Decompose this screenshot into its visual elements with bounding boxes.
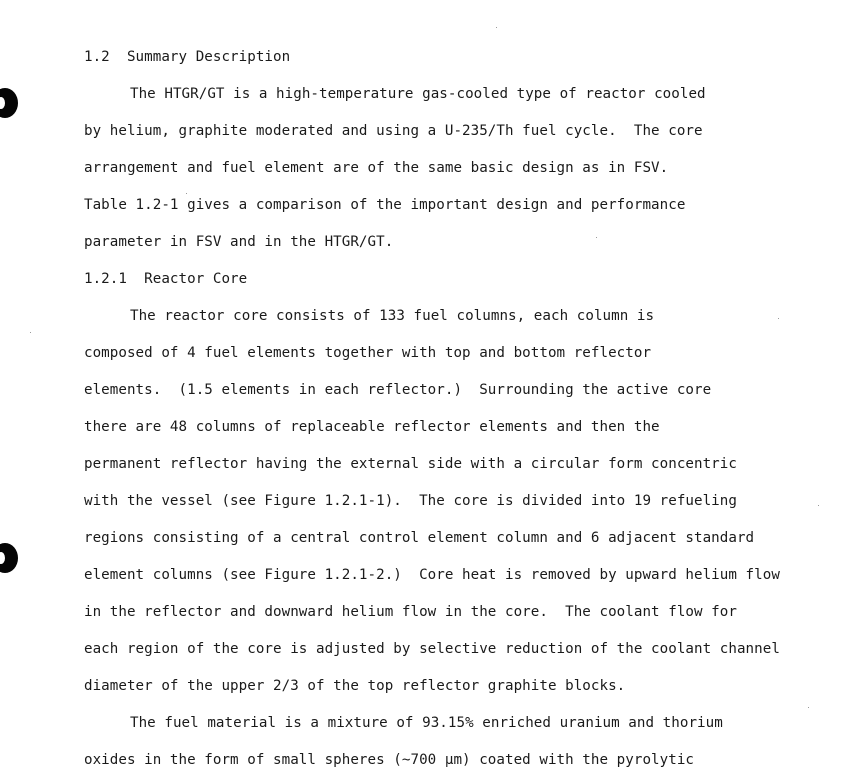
scan-speck	[30, 332, 31, 333]
scan-speck	[596, 237, 597, 238]
scan-speck	[496, 27, 497, 28]
paragraph-line: parameter in FSV and in the HTGR/GT.	[84, 234, 394, 250]
section-heading: 1.2 Summary Description	[84, 49, 291, 65]
paragraph-line: diameter of the upper 2/3 of the top reflector graphite blocks.	[84, 678, 626, 694]
punch-hole-top	[0, 88, 18, 118]
scan-speck	[778, 318, 779, 319]
paragraph-line-partial: oxides in the form of small spheres (~700 μm) coated with the pyrolytic	[84, 752, 695, 768]
paragraph-line: regions consisting of a central control element column and 6 adjacent standard	[84, 530, 755, 546]
scan-speck	[186, 193, 187, 194]
paragraph-line: there are 48 columns of replaceable reflector elements and then the	[84, 419, 660, 435]
paragraph-line: Table 1.2-1 gives a comparison of the important design and performance	[84, 197, 686, 213]
paragraph-line: element columns (see Figure 1.2.1-2.) Core heat is removed by upward helium flow	[84, 567, 780, 583]
paragraph-line: elements. (1.5 elements in each reflector.) Surrounding the active core	[84, 382, 712, 398]
paragraph-line: composed of 4 fuel elements together with top and bottom reflector	[84, 345, 652, 361]
paragraph-line: The fuel material is a mixture of 93.15% enriched uranium and thorium	[130, 715, 723, 731]
paragraph-line: in the reflector and downward helium flow in the core. The coolant flow for	[84, 604, 737, 620]
scan-speck	[818, 505, 819, 506]
paragraph-line: each region of the core is adjusted by selective reduction of the coolant channel	[84, 641, 780, 657]
paragraph-line: permanent reflector having the external side with a circular form concentric	[84, 456, 737, 472]
paragraph-line: The reactor core consists of 133 fuel columns, each column is	[130, 308, 655, 324]
subsection-heading: 1.2.1 Reactor Core	[84, 271, 248, 287]
punch-hole-bottom	[0, 543, 18, 573]
scan-speck	[808, 707, 809, 708]
paragraph-line: The HTGR/GT is a high-temperature gas-cooled type of reactor cooled	[130, 86, 706, 102]
paragraph-line: arrangement and fuel element are of the same basic design as in FSV.	[84, 160, 669, 176]
paragraph-line: with the vessel (see Figure 1.2.1-1). The core is divided into 19 refueling	[84, 493, 737, 509]
paragraph-line: by helium, graphite moderated and using a U-235/Th fuel cycle. The core	[84, 123, 703, 139]
